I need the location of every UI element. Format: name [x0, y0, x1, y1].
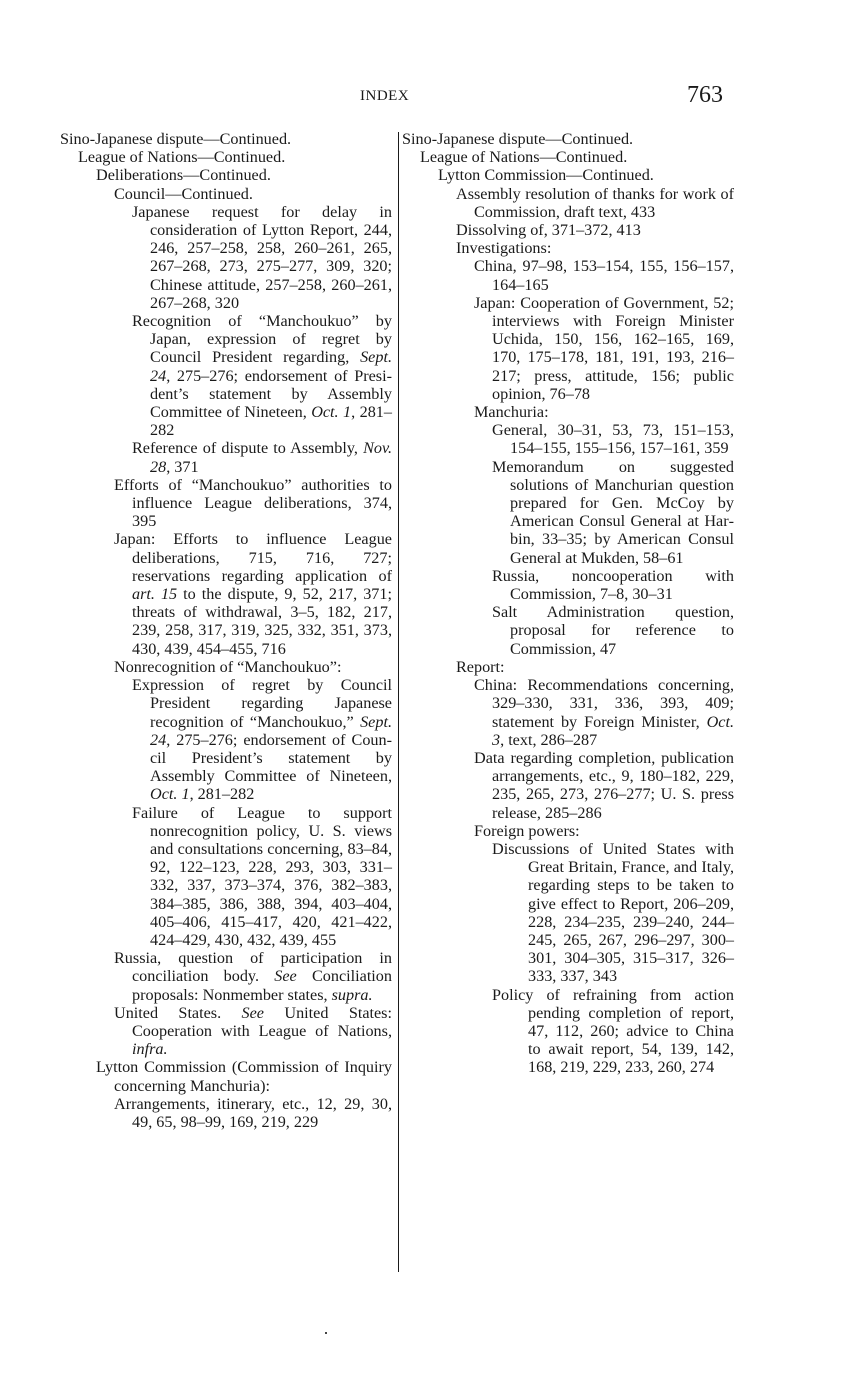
index-entry: Lytton Commission (Commission of Inquiry concerning Manchuria):	[96, 1058, 392, 1095]
index-entry: Expression of regret by Council President regarding Japanese recognition of “Manchoukuo,” Sept. 24, 275–276; endorsement of Council President’s statement by Assembly Committee of Nineteen, Oct. 1, 281–282	[132, 676, 392, 804]
index-entry: Deliberations—Continued.	[96, 166, 271, 185]
index-entry: Japanese request for delay in consideration of Lytton Report, 244, 246, 257–258, 258, 260–261, 265, 267–268, 273, 275–277, 309, 320; Chinese attitude, 257–258, 260–261, 267–268, 320	[132, 202, 392, 312]
index-entry: Dissolving of, 371–372, 413	[456, 221, 641, 240]
index-entry: Investigations:	[456, 239, 552, 258]
index-entry: Salt Administration question, proposal for reference to Commission, 47	[492, 603, 734, 658]
running-head	[0, 82, 854, 112]
index-entry: Reference of dispute to Assembly, Nov. 28, 371	[132, 439, 392, 476]
print-speck	[325, 1332, 327, 1334]
index-entry: Discussions of United States with Great Britain, France, and Italy, regarding steps to be taken to give effect to Report, 206–209, 228, 234–235, 239–240, 244–245, 265, 267, 296–297, 300–301, 304–305, 315–317, 326–333, 337, 343	[492, 839, 734, 986]
running-head-title: INDEX	[360, 88, 410, 104]
index-entry: Sino-Japanese dispute—Continued.	[60, 130, 292, 148]
index-entry: Data regarding completion, publication arrangements, etc., 9, 180–182, 229, 235, 265, 273, 276–277; U. S. press release, 285–286	[474, 748, 734, 822]
index-entry: Memorandum on suggested solutions of Manchurian question prepared for Gen. McCoy by American Consul General at Harbin, 33–35; by American Consul General at Mukden, 58–61	[492, 457, 734, 567]
left-index-column	[60, 130, 392, 1131]
index-entry: Policy of refraining from action pending completion of report, 47, 112, 260; advice to China to await report, 54, 139, 142, 168, 219, 229, 233, 260, 274	[492, 985, 734, 1077]
index-entry: League of Nations—Continued.	[420, 148, 628, 167]
index-entry: Russia, question of participation in conciliation body. See Conciliation proposals: Nonmember states, supra.	[114, 949, 392, 1004]
index-entry: Foreign powers:	[474, 821, 580, 840]
index-entry: China, 97–98, 153–154, 155, 156–157, 164–165	[474, 257, 734, 294]
right-index-column	[402, 130, 734, 1077]
index-entry: Sino-Japanese dispute—Continued.	[402, 130, 634, 148]
index-entry: Report:	[456, 657, 505, 676]
index-entry: League of Nations—Continued.	[78, 148, 286, 167]
index-entry: Recognition of “Manchoukuo” by Japan, expression of regret by Council President regarding, Sept. 24, 275–276; endorsement of President’s statement by Assembly Committee of Nineteen, Oct. 1, 281–282	[132, 312, 392, 440]
index-entry: Efforts of “Manchoukuo” authorities to influence League deliberations, 374, 395	[114, 475, 392, 531]
index-entry: China: Recommendations concerning, 329–330, 331, 336, 393, 409; statement by Foreign Minister, Oct. 3, text, 286–287	[474, 676, 734, 749]
index-entry: Council—Continued.	[114, 184, 253, 203]
index-entry: Lytton Commission—Continued.	[438, 166, 654, 185]
page-number: 763	[687, 82, 723, 108]
index-entry: United States. See United States: Cooperation with League of Nations, infra.	[114, 1003, 392, 1059]
index-entry: General, 30–31, 53, 73, 151–153, 154–155, 155–156, 157–161, 359	[492, 421, 734, 458]
index-entry: Japan: Cooperation of Government, 52; interviews with Foreign Minister Uchida, 150, 156, 162–165, 169, 170, 175–178, 181, 191, 193, 216–217; press, attitude, 156; public opinion, 76–78	[474, 293, 734, 403]
index-entry: Assembly resolution of thanks for work of Commission, draft text, 433	[456, 184, 734, 221]
index-entry: Failure of League to support nonrecognition policy, U. S. views and consultations concerning, 83–84, 92, 122–123, 228, 293, 303, 331–332, 337, 373–374, 376, 382–383, 384–385, 386, 388, 394, 403–404, 405–406, 415–417, 420, 421–422, 424–429, 430, 432, 439, 455	[132, 803, 392, 949]
index-entry: Nonrecognition of “Manchoukuo”:	[114, 657, 342, 676]
column-divider	[398, 132, 399, 1272]
index-entry: Manchuria:	[474, 403, 549, 422]
index-entry: Japan: Efforts to influence League deliberations, 715, 716, 727; reservations regarding application of art. 15 to the dispute, 9, 52, 217, 371; threats of withdrawal, 3–5, 182, 217, 239, 258, 317, 319, 325, 332, 351, 373, 430, 439, 454–455, 716	[114, 530, 392, 658]
index-entry: Arrangements, itinerary, etc., 12, 29, 30, 49, 65, 98–99, 169, 219, 229	[114, 1094, 392, 1131]
index-entry: Russia, noncooperation with Commission, 7–8, 30–31	[492, 566, 734, 604]
